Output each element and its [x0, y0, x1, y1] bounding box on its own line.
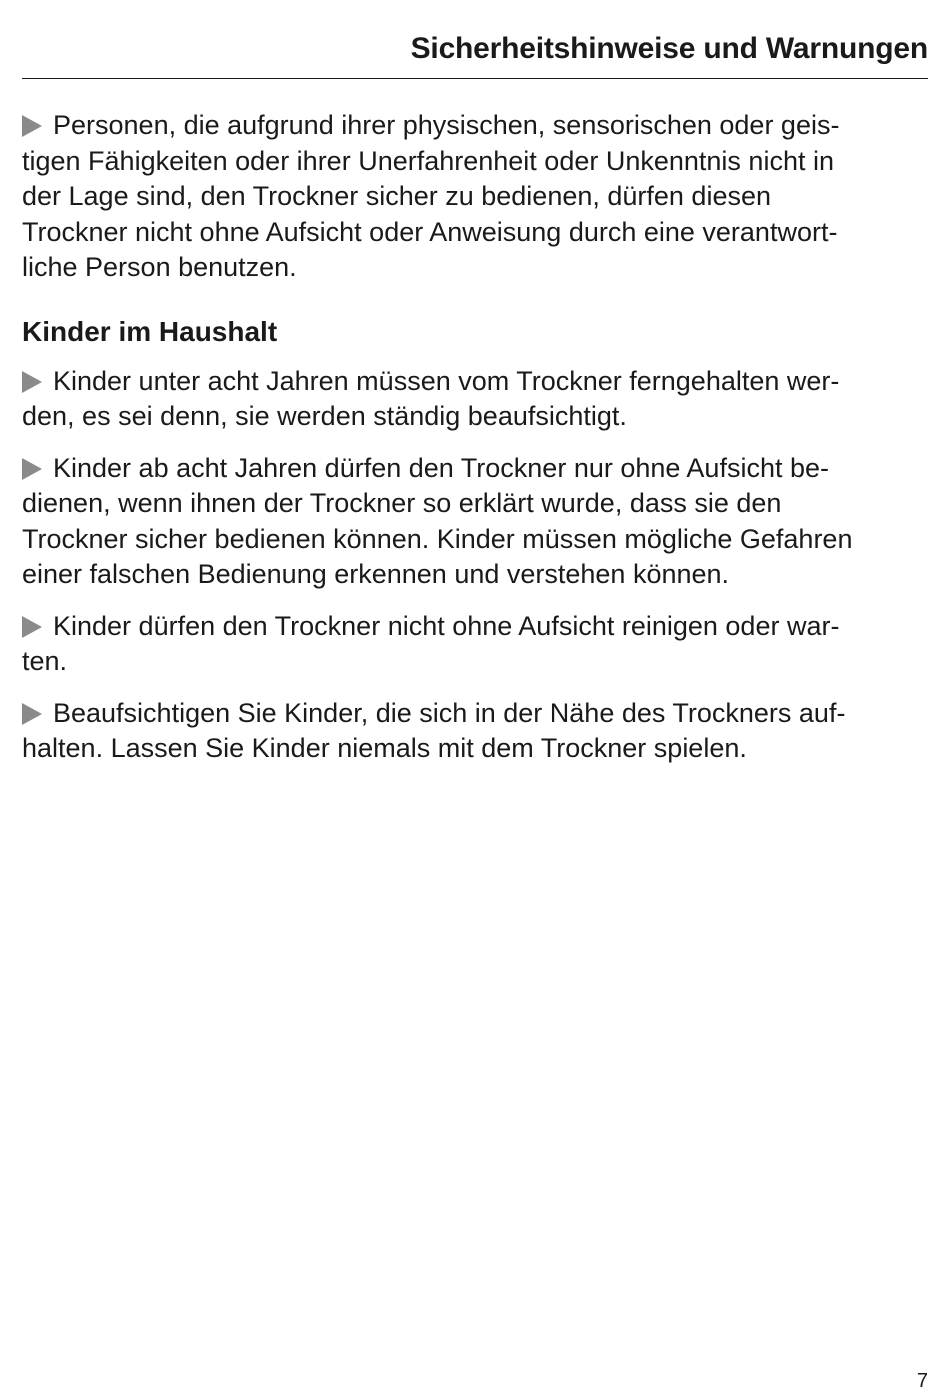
list-item — [22, 696, 928, 767]
intro-paragraph — [22, 108, 928, 286]
triangle-right-icon — [22, 703, 42, 725]
triangle-right-icon — [22, 115, 42, 137]
paragraph-line: den, es sei denn, sie werden ständig beaufsichtigt. — [22, 401, 627, 431]
paragraph-line: einer falschen Bedienung erkennen und verstehen können. — [22, 559, 730, 589]
paragraph-line: der Lage sind, den Trockner sicher zu bedienen, dürfen diesen — [22, 181, 771, 211]
page-number: 7 — [916, 1370, 928, 1392]
triangle-right-icon — [22, 458, 42, 480]
page-content — [22, 108, 928, 783]
paragraph-line: tigen Fähigkeiten oder ihrer Unerfahrenheit oder Unkenntnis nicht in — [22, 145, 834, 176]
paragraph-line: Trockner nicht ohne Aufsicht oder Anweisung durch eine verantwort- — [22, 216, 838, 247]
paragraph-line: halten. Lassen Sie Kinder niemals mit dem Trockner spielen. — [22, 733, 747, 763]
paragraph-line: liche Person benutzen. — [22, 252, 297, 282]
list-item — [22, 364, 928, 435]
paragraph-line: Kinder dürfen den Trockner nicht ohne Aufsicht reinigen oder war- — [22, 609, 928, 645]
list-item — [22, 609, 928, 680]
list-item — [22, 451, 928, 593]
page-header — [22, 28, 928, 79]
triangle-right-icon — [22, 371, 42, 393]
paragraph-line: Personen, die aufgrund ihrer physischen, sensorischen oder geis- — [22, 108, 928, 144]
paragraph-line: ten. — [22, 646, 68, 676]
paragraph-line: Kinder unter acht Jahren müssen vom Trockner ferngehalten wer- — [22, 364, 928, 400]
header-title: Sicherheitshinweise und Warnungen — [410, 32, 928, 65]
paragraph-line: dienen, wenn ihnen der Trockner so erklärt wurde, dass sie den — [22, 488, 782, 518]
paragraph-line: Kinder ab acht Jahren dürfen den Trockner nur ohne Aufsicht be- — [22, 451, 928, 487]
section-heading: Kinder im Haushalt — [22, 315, 278, 347]
paragraph-line: Trockner sicher bedienen können. Kinder müssen mögliche Gefahren — [22, 523, 853, 554]
paragraph-line: Beaufsichtigen Sie Kinder, die sich in der Nähe des Trockners auf- — [22, 696, 928, 732]
triangle-right-icon — [22, 616, 42, 638]
